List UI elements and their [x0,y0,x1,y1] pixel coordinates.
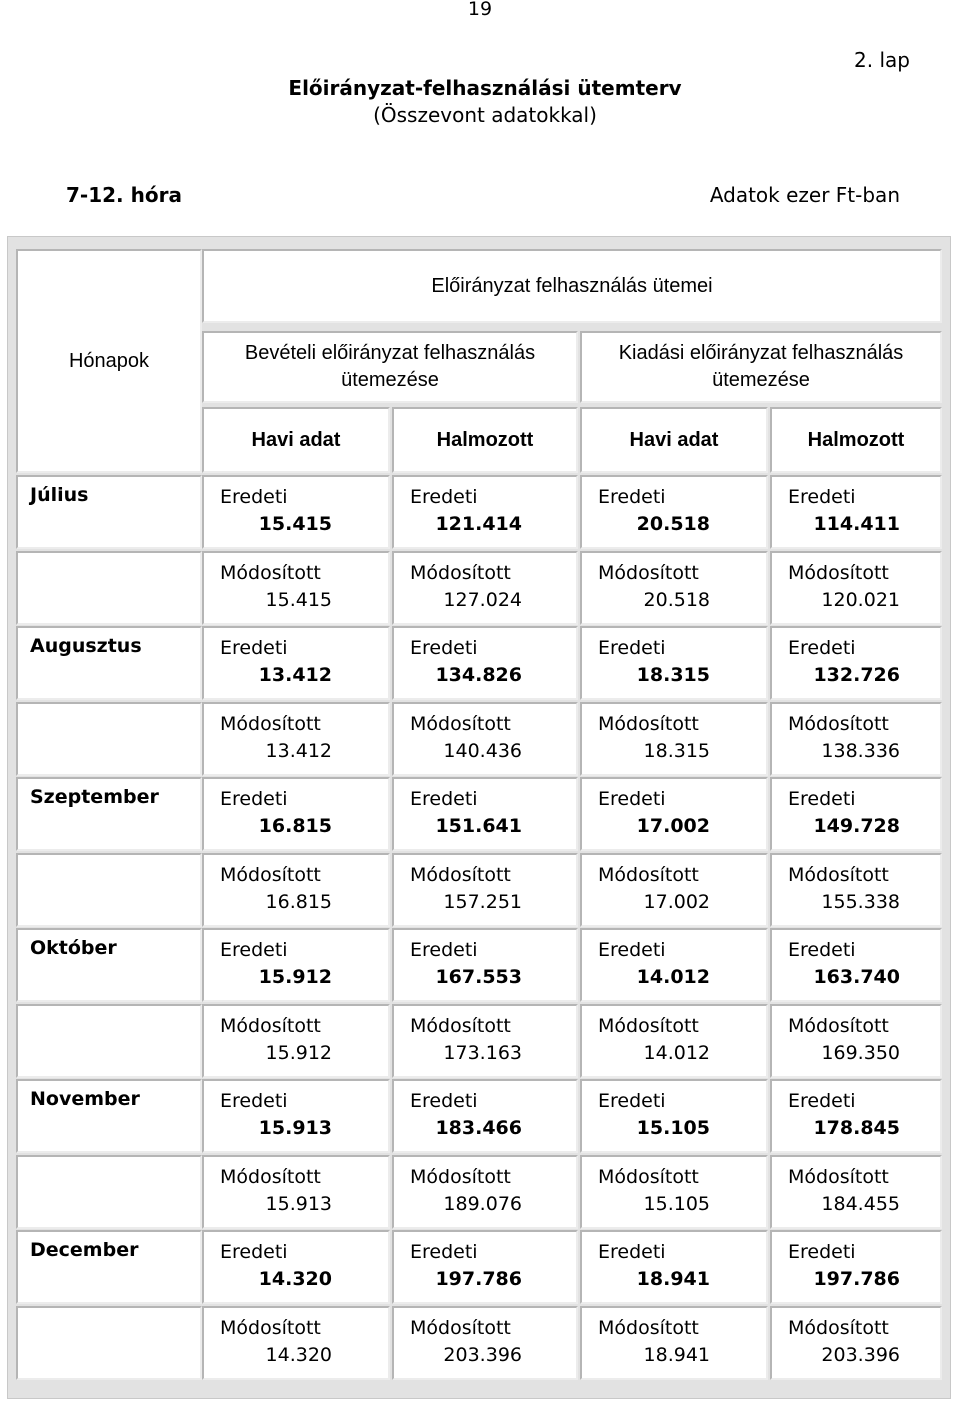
modified-value: 15.912 [265,1042,332,1064]
original-value-cell [770,928,942,1002]
original-label: Eredeti [220,939,288,961]
modified-value-cell [770,702,942,776]
modified-label: Módosított [410,562,511,584]
original-value-cell [392,1230,578,1304]
original-value: 14.320 [258,1268,332,1290]
header-col-2: Halmozott [392,407,578,473]
original-label: Eredeti [598,637,666,659]
modified-value: 15.105 [643,1193,710,1215]
original-value: 183.466 [435,1117,522,1139]
original-value: 167.553 [435,966,522,988]
header-main: Előirányzat felhasználás ütemei [202,249,942,323]
original-value-cell [580,475,768,549]
modified-label: Módosított [788,562,889,584]
modified-value: 15.913 [265,1193,332,1215]
modified-label: Módosított [220,713,321,735]
modified-value: 157.251 [443,891,522,913]
modified-label: Módosított [410,1317,511,1339]
original-value-cell [202,1079,390,1153]
modified-value: 17.002 [643,891,710,913]
original-value-cell [770,1079,942,1153]
modified-value: 16.815 [265,891,332,913]
original-value-cell [770,1230,942,1304]
original-label: Eredeti [220,486,288,508]
original-value: 13.412 [258,664,332,686]
original-value-cell [580,1079,768,1153]
header-col-3: Havi adat [580,407,768,473]
modified-value-cell [392,1155,578,1229]
modified-value-cell [770,1004,942,1078]
modified-value-cell [202,1004,390,1078]
modified-value: 18.941 [643,1344,710,1366]
original-value-cell [580,777,768,851]
original-value-cell [202,928,390,1002]
modified-label: Módosított [598,864,699,886]
modified-value-cell [770,1155,942,1229]
original-value: 132.726 [813,664,900,686]
original-label: Eredeti [598,1241,666,1263]
schedule-table [7,236,951,1399]
modified-value: 173.163 [443,1042,522,1064]
original-label: Eredeti [788,486,856,508]
modified-value-cell [392,551,578,625]
modified-label: Módosított [220,1166,321,1188]
original-value: 18.941 [636,1268,710,1290]
modified-label: Módosított [220,1317,321,1339]
modified-value: 184.455 [821,1193,900,1215]
original-value-cell [770,626,942,700]
modified-label: Módosított [220,562,321,584]
original-value: 15.415 [258,513,332,535]
modified-value-cell [202,853,390,927]
original-label: Eredeti [410,1241,478,1263]
original-label: Eredeti [220,1090,288,1112]
modified-value-cell [580,702,768,776]
modified-value: 120.021 [821,589,900,611]
original-value: 121.414 [435,513,522,535]
modified-value: 155.338 [821,891,900,913]
modified-label: Módosított [410,1166,511,1188]
modified-label: Módosított [598,1317,699,1339]
original-value: 15.912 [258,966,332,988]
original-value: 14.012 [636,966,710,988]
original-label: Eredeti [598,939,666,961]
original-value-cell [392,777,578,851]
original-value: 163.740 [813,966,900,988]
header-expense: Kiadási előirányzat felhasználás ütemezése [580,331,942,403]
modified-label: Módosított [598,1166,699,1188]
period-label: 7-12. hóra [66,183,182,207]
modified-value-cell [770,1306,942,1380]
header-col-1: Havi adat [202,407,390,473]
original-value: 114.411 [813,513,900,535]
modified-value: 127.024 [443,589,522,611]
original-label: Eredeti [220,788,288,810]
modified-value-cell [580,1155,768,1229]
modified-value: 203.396 [443,1344,522,1366]
original-label: Eredeti [410,1090,478,1112]
modified-value: 189.076 [443,1193,522,1215]
modified-label: Módosított [410,864,511,886]
modified-value: 140.436 [443,740,522,762]
modified-value-cell [202,551,390,625]
original-label: Eredeti [788,1090,856,1112]
modified-value-cell [202,702,390,776]
modified-value-cell [392,1306,578,1380]
original-value-cell [392,626,578,700]
modified-label: Módosított [788,1015,889,1037]
original-value: 15.105 [636,1117,710,1139]
modified-value-cell [392,853,578,927]
original-value: 151.641 [435,815,522,837]
modified-value-cell [202,1306,390,1380]
original-value: 149.728 [813,815,900,837]
modified-label: Módosított [788,1166,889,1188]
original-value: 134.826 [435,664,522,686]
modified-label: Módosított [410,1015,511,1037]
original-value-cell [580,1230,768,1304]
original-value-cell [392,1079,578,1153]
original-label: Eredeti [598,788,666,810]
modified-value: 13.412 [265,740,332,762]
original-value: 17.002 [636,815,710,837]
original-value-cell [202,475,390,549]
month-label: Augusztus [16,626,202,700]
original-label: Eredeti [410,939,478,961]
original-label: Eredeti [788,788,856,810]
original-value: 18.315 [636,664,710,686]
modified-label: Módosított [598,1015,699,1037]
month-label: Szeptember [16,777,202,851]
page-number: 19 [467,0,493,20]
title-line-2: (Összevont adatokkal) [373,103,597,127]
document-title [220,75,750,129]
modified-value-cell [770,853,942,927]
original-value-cell [392,928,578,1002]
original-value: 16.815 [258,815,332,837]
modified-label: Módosított [220,864,321,886]
modified-value-cell [580,1306,768,1380]
original-value-cell [580,626,768,700]
original-value-cell [202,626,390,700]
sheet-label: 2. lap [854,48,910,72]
title-line-1: Előirányzat-felhasználási ütemterv [288,76,682,100]
original-label: Eredeti [410,637,478,659]
month-label: November [16,1079,202,1153]
modified-label: Módosított [410,713,511,735]
header-col-4: Halmozott [770,407,942,473]
original-value: 15.913 [258,1117,332,1139]
original-value: 197.786 [435,1268,522,1290]
modified-label: Módosított [598,562,699,584]
modified-value: 138.336 [821,740,900,762]
modified-value-cell [770,551,942,625]
modified-label: Módosított [220,1015,321,1037]
original-value-cell [580,928,768,1002]
modified-value: 15.415 [265,589,332,611]
original-value-cell [392,475,578,549]
modified-value-cell [580,853,768,927]
modified-value-cell [580,551,768,625]
original-label: Eredeti [598,486,666,508]
original-value: 178.845 [813,1117,900,1139]
original-label: Eredeti [598,1090,666,1112]
month-label: Július [16,475,202,549]
modified-value: 169.350 [821,1042,900,1064]
month-spacer [16,1155,202,1229]
modified-value: 14.320 [265,1344,332,1366]
month-spacer [16,1004,202,1078]
header-income: Bevételi előirányzat felhasználás ütemezése [202,331,578,403]
original-label: Eredeti [788,637,856,659]
modified-label: Módosított [788,1317,889,1339]
month-spacer [16,551,202,625]
original-value: 197.786 [813,1268,900,1290]
header-months: Hónapok [16,249,202,473]
modified-value-cell [392,1004,578,1078]
month-spacer [16,853,202,927]
original-value: 20.518 [636,513,710,535]
modified-value-cell [392,702,578,776]
original-value-cell [770,777,942,851]
modified-label: Módosított [598,713,699,735]
original-label: Eredeti [788,1241,856,1263]
original-value-cell [202,777,390,851]
modified-value: 18.315 [643,740,710,762]
original-label: Eredeti [220,1241,288,1263]
original-value-cell [770,475,942,549]
original-label: Eredeti [410,788,478,810]
modified-value-cell [202,1155,390,1229]
unit-label: Adatok ezer Ft-ban [709,183,900,207]
modified-label: Módosított [788,864,889,886]
month-label: Október [16,928,202,1002]
modified-value: 14.012 [643,1042,710,1064]
month-spacer [16,702,202,776]
modified-value: 20.518 [643,589,710,611]
month-label: December [16,1230,202,1304]
modified-value: 203.396 [821,1344,900,1366]
original-value-cell [202,1230,390,1304]
original-label: Eredeti [788,939,856,961]
modified-value-cell [580,1004,768,1078]
modified-label: Módosított [788,713,889,735]
original-label: Eredeti [410,486,478,508]
original-label: Eredeti [220,637,288,659]
month-spacer [16,1306,202,1380]
